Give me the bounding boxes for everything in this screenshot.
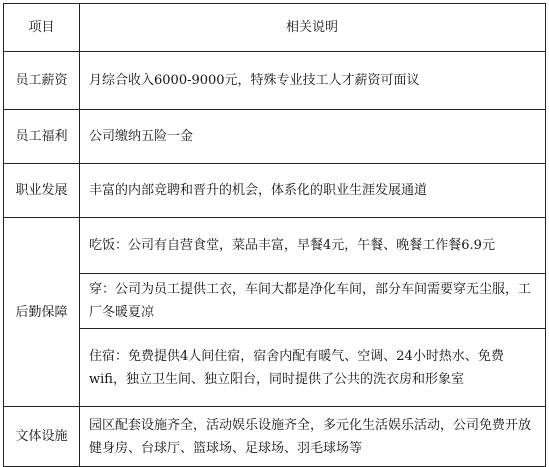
table-row-career (4, 164, 546, 218)
benefits-table (3, 3, 546, 467)
career-description: 丰富的内部竞聘和晋升的机会，体系化的职业生涯发展通道 (80, 164, 546, 218)
header-item-cell: 项目 (4, 4, 80, 52)
salary-description: 月综合收入6000-9000元，特殊专业技工人才薪资可面议 (80, 52, 546, 110)
table-row-logistics-clothing (4, 274, 546, 329)
logistics-food-description: 吃饭：公司有自营食堂，菜品丰富，早餐4元，午餐、晚餐工作餐6.9元 (80, 218, 546, 274)
table-row-culture (4, 407, 546, 467)
logistics-label: 后勤保障 (4, 218, 80, 407)
culture-label: 文体设施 (4, 407, 80, 467)
welfare-label: 员工福利 (4, 110, 80, 164)
logistics-housing-description: 住宿：免费提供4人间住宿，宿舍内配有暖气、空调、24小时热水、免费wifi，独立卫生间、独立阳台，同时提供了公共的洗衣房和形象室 (80, 329, 546, 407)
table-row-welfare (4, 110, 546, 164)
table-row-logistics-housing (4, 329, 546, 407)
culture-description: 园区配套设施齐全，活动娱乐设施齐全，多元化生活娱乐活动，公司免费开放健身房、台球厅、篮球场、足球场、羽毛球场等 (80, 407, 546, 467)
table-header-row (4, 4, 546, 52)
welfare-description: 公司缴纳五险一金 (80, 110, 546, 164)
table-row-salary (4, 52, 546, 110)
salary-label: 员工薪资 (4, 52, 80, 110)
logistics-clothing-description: 穿：公司为员工提供工衣，车间大都是净化车间，部分车间需要穿无尘服，工厂冬暖夏凉 (80, 274, 546, 329)
career-label: 职业发展 (4, 164, 80, 218)
header-description-cell: 相关说明 (80, 4, 546, 52)
table-row-logistics-food (4, 218, 546, 274)
